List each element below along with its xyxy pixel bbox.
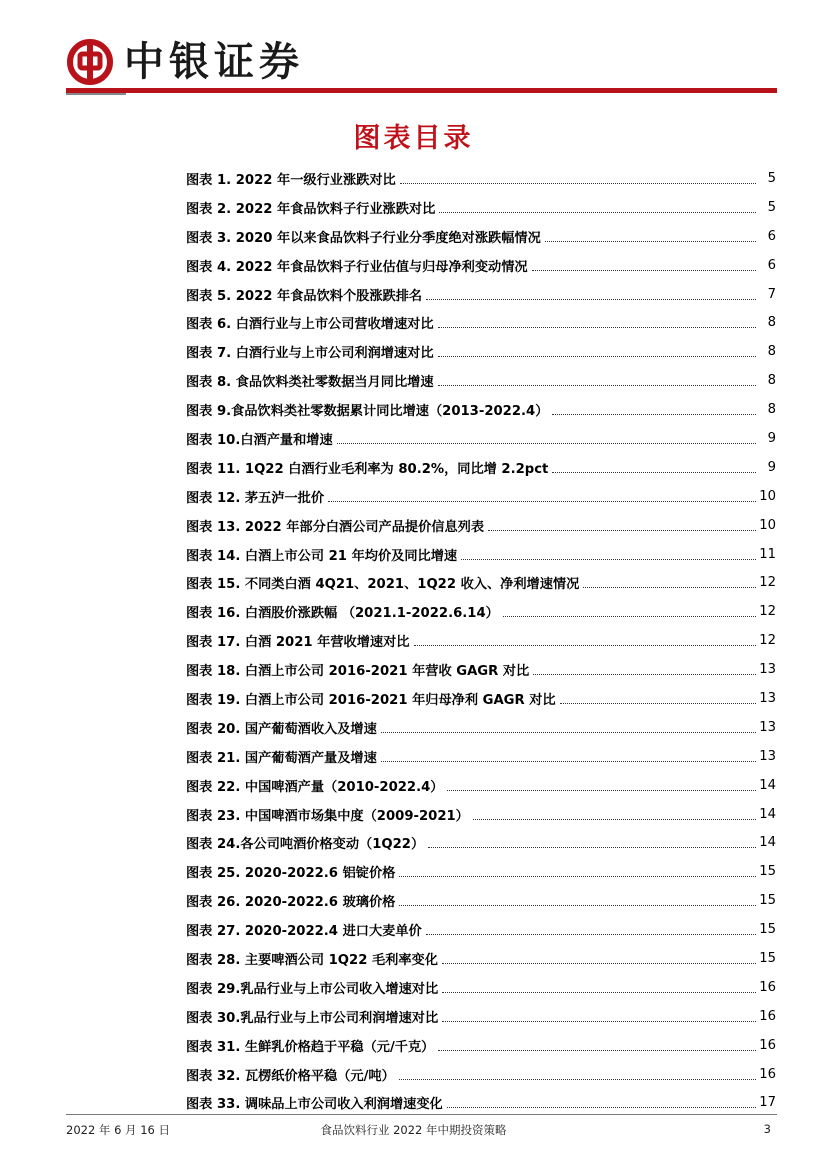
toc-entry-label: 图表 23. 中国啤酒市场集中度（2009-2021） [186, 808, 469, 824]
toc-entry[interactable] [186, 337, 776, 366]
dot-leader [560, 703, 756, 704]
toc-entry[interactable] [186, 511, 776, 540]
toc-entry-page: 9 [767, 459, 776, 475]
toc-entry-label: 图表 26. 2020-2022.6 玻璃价格 [186, 895, 396, 911]
toc-entry-label: 图表 12. 茅五泸一批价 [186, 490, 325, 506]
toc-entry-page: 12 [759, 575, 776, 591]
toc-entry-label: 图表 14. 白酒上市公司 21 年均价及同比增速 [186, 548, 458, 564]
toc-entry-label: 图表 11. 1Q22 白酒行业毛利率为 80.2%，同比增 2.2pct [186, 461, 549, 477]
toc-entry-page: 13 [759, 748, 776, 764]
toc-entry-page: 8 [767, 373, 776, 389]
toc-entry-label: 图表 22. 中国啤酒产量（2010-2022.4） [186, 779, 444, 795]
toc-entry-label: 图表 21. 国产葡萄酒产量及增速 [186, 750, 377, 766]
toc-entry[interactable] [186, 1060, 776, 1089]
figure-list [186, 164, 776, 1117]
toc-entry-label: 图表 6. 白酒行业与上市公司营收增速对比 [186, 317, 434, 333]
toc-entry-label: 图表 33. 调味品上市公司收入利润增速变化 [186, 1097, 443, 1113]
dot-leader [533, 674, 756, 675]
footer-page-number: 3 [763, 1122, 771, 1136]
header-logo [66, 36, 304, 88]
toc-entry-label: 图表 5. 2022 年食品饮料个股涨跌排名 [186, 288, 423, 304]
toc-entry[interactable] [186, 366, 776, 395]
dot-leader [473, 819, 756, 820]
toc-entry-page: 14 [759, 806, 776, 822]
toc-entry-page: 8 [767, 402, 776, 418]
toc-entry-page: 13 [759, 719, 776, 735]
toc-entry-page: 16 [759, 1008, 776, 1024]
toc-entry-label: 图表 7. 白酒行业与上市公司利润增速对比 [186, 346, 434, 362]
toc-entry[interactable] [186, 193, 776, 222]
toc-entry-label: 图表 9.食品饮料类社零数据累计同比增速（2013-2022.4） [186, 404, 549, 420]
toc-entry[interactable] [186, 540, 776, 569]
toc-entry[interactable] [186, 684, 776, 713]
toc-entry-label: 图表 27. 2020-2022.4 进口大麦单价 [186, 924, 422, 940]
toc-entry-page: 6 [767, 257, 776, 273]
toc-entry-label: 图表 1. 2022 年一级行业涨跌对比 [186, 172, 396, 188]
toc-entry-page: 6 [767, 228, 776, 244]
dot-leader [428, 847, 756, 848]
toc-entry[interactable] [186, 626, 776, 655]
dot-leader [447, 790, 756, 791]
dot-leader [583, 587, 756, 588]
toc-entry-label: 图表 13. 2022 年部分白酒公司产品提价信息列表 [186, 519, 485, 535]
toc-entry[interactable] [186, 424, 776, 453]
dot-leader [503, 616, 756, 617]
dot-leader [545, 241, 756, 242]
toc-entry-page: 8 [767, 315, 776, 331]
dot-leader [337, 443, 756, 444]
toc-entry-label: 图表 29.乳品行业与上市公司收入增速对比 [186, 981, 439, 997]
dot-leader [399, 905, 756, 906]
toc-entry-label: 图表 16. 白酒股价涨跌幅 （2021.1-2022.6.14） [186, 606, 499, 622]
toc-entry[interactable] [186, 828, 776, 857]
page-title: 图表目录 [353, 123, 474, 154]
toc-entry[interactable] [186, 251, 776, 280]
dot-leader [399, 876, 756, 877]
dot-leader [461, 559, 756, 560]
toc-entry-page: 15 [759, 922, 776, 938]
footer-divider [66, 1114, 777, 1115]
toc-entry-page: 9 [767, 430, 776, 446]
dot-leader [532, 270, 756, 271]
toc-entry[interactable] [186, 771, 776, 800]
toc-entry-page: 13 [759, 662, 776, 678]
toc-entry-label: 图表 19. 白酒上市公司 2016-2021 年归母净利 GAGR 对比 [186, 692, 556, 708]
header-divider-accent [66, 93, 126, 95]
toc-entry-page: 12 [759, 604, 776, 620]
dot-leader [438, 356, 756, 357]
footer-document-title: 食品饮料行业 2022 年中期投资策略 [320, 1123, 507, 1137]
toc-entry[interactable] [186, 713, 776, 742]
toc-entry-label: 图表 8. 食品饮料类社零数据当月同比增速 [186, 375, 434, 391]
toc-entry-page: 5 [767, 170, 776, 186]
toc-entry-label: 图表 18. 白酒上市公司 2016-2021 年营收 GAGR 对比 [186, 664, 530, 680]
toc-entry-label: 图表 28. 主要啤酒公司 1Q22 毛利率变化 [186, 952, 438, 968]
toc-entry[interactable] [186, 655, 776, 684]
toc-entry[interactable] [186, 742, 776, 771]
toc-entry[interactable] [186, 597, 776, 626]
toc-entry[interactable] [186, 800, 776, 829]
toc-entry[interactable] [186, 164, 776, 193]
toc-entry-label: 图表 4. 2022 年食品饮料子行业估值与归母净利变动情况 [186, 259, 528, 275]
toc-entry-label: 图表 20. 国产葡萄酒收入及增速 [186, 721, 377, 737]
dot-leader [328, 501, 756, 502]
toc-entry[interactable] [186, 973, 776, 1002]
toc-entry-label: 图表 31. 生鲜乳价格趋于平稳（元/千克） [186, 1039, 435, 1055]
toc-entry-page: 7 [767, 286, 776, 302]
dot-leader [414, 645, 757, 646]
brand-name: 中银证券 [124, 39, 304, 85]
dot-leader [438, 1050, 756, 1051]
dot-leader [442, 992, 756, 993]
toc-entry-page: 15 [759, 864, 776, 880]
toc-entry-label: 图表 2. 2022 年食品饮料子行业涨跌对比 [186, 201, 436, 217]
toc-entry-page: 14 [759, 777, 776, 793]
toc-entry[interactable] [186, 944, 776, 973]
toc-entry-page: 10 [759, 488, 776, 504]
toc-entry[interactable] [186, 568, 776, 597]
toc-entry-page: 8 [767, 344, 776, 360]
dot-leader [488, 530, 756, 531]
toc-entry-page: 15 [759, 950, 776, 966]
dot-leader [552, 414, 756, 415]
toc-entry[interactable] [186, 857, 776, 886]
dot-leader [442, 1021, 756, 1022]
toc-entry-page: 16 [759, 979, 776, 995]
dot-leader [381, 732, 756, 733]
dot-leader [447, 1107, 756, 1108]
toc-entry[interactable] [186, 886, 776, 915]
toc-entry[interactable] [186, 395, 776, 424]
dot-leader [426, 299, 756, 300]
header-divider [66, 88, 777, 93]
toc-entry-page: 14 [759, 835, 776, 851]
toc-entry-page: 16 [759, 1037, 776, 1053]
bank-of-china-logo-icon [66, 38, 114, 86]
dot-leader [442, 963, 756, 964]
toc-entry[interactable] [186, 915, 776, 944]
toc-entry[interactable] [186, 453, 776, 482]
dot-leader [400, 183, 756, 184]
dot-leader [552, 472, 756, 473]
toc-entry-label: 图表 32. 瓦楞纸价格平稳（元/吨） [186, 1068, 395, 1084]
dot-leader [438, 385, 756, 386]
toc-entry[interactable] [186, 482, 776, 511]
toc-entry-page: 15 [759, 893, 776, 909]
toc-entry[interactable] [186, 222, 776, 251]
dot-leader [381, 761, 756, 762]
toc-entry-label: 图表 17. 白酒 2021 年营收增速对比 [186, 635, 410, 651]
toc-entry-page: 17 [759, 1095, 776, 1111]
dot-leader [399, 1079, 756, 1080]
footer-date: 2022 年 6 月 16 日 [66, 1123, 170, 1137]
toc-entry-page: 5 [767, 199, 776, 215]
toc-entry-label: 图表 15. 不同类白酒 4Q21、2021、1Q22 收入、净利增速情况 [186, 577, 580, 593]
toc-entry-page: 10 [759, 517, 776, 533]
toc-entry-label: 图表 3. 2020 年以来食品饮料子行业分季度绝对涨跌幅情况 [186, 230, 541, 246]
toc-entry-page: 12 [759, 633, 776, 649]
toc-entry[interactable] [186, 1031, 776, 1060]
dot-leader [426, 934, 756, 935]
dot-leader [438, 327, 756, 328]
toc-entry-label: 图表 30.乳品行业与上市公司利润增速对比 [186, 1010, 439, 1026]
toc-entry-page: 13 [759, 690, 776, 706]
toc-entry[interactable] [186, 308, 776, 337]
dot-leader [439, 212, 756, 213]
toc-entry[interactable] [186, 1002, 776, 1031]
toc-entry-label: 图表 24.各公司吨酒价格变动（1Q22） [186, 837, 425, 853]
toc-entry[interactable] [186, 280, 776, 309]
toc-entry-page: 11 [759, 546, 776, 562]
toc-entry-label: 图表 25. 2020-2022.6 铝锭价格 [186, 866, 396, 882]
toc-entry-label: 图表 10.白酒产量和增速 [186, 432, 333, 448]
toc-entry-page: 16 [759, 1066, 776, 1082]
